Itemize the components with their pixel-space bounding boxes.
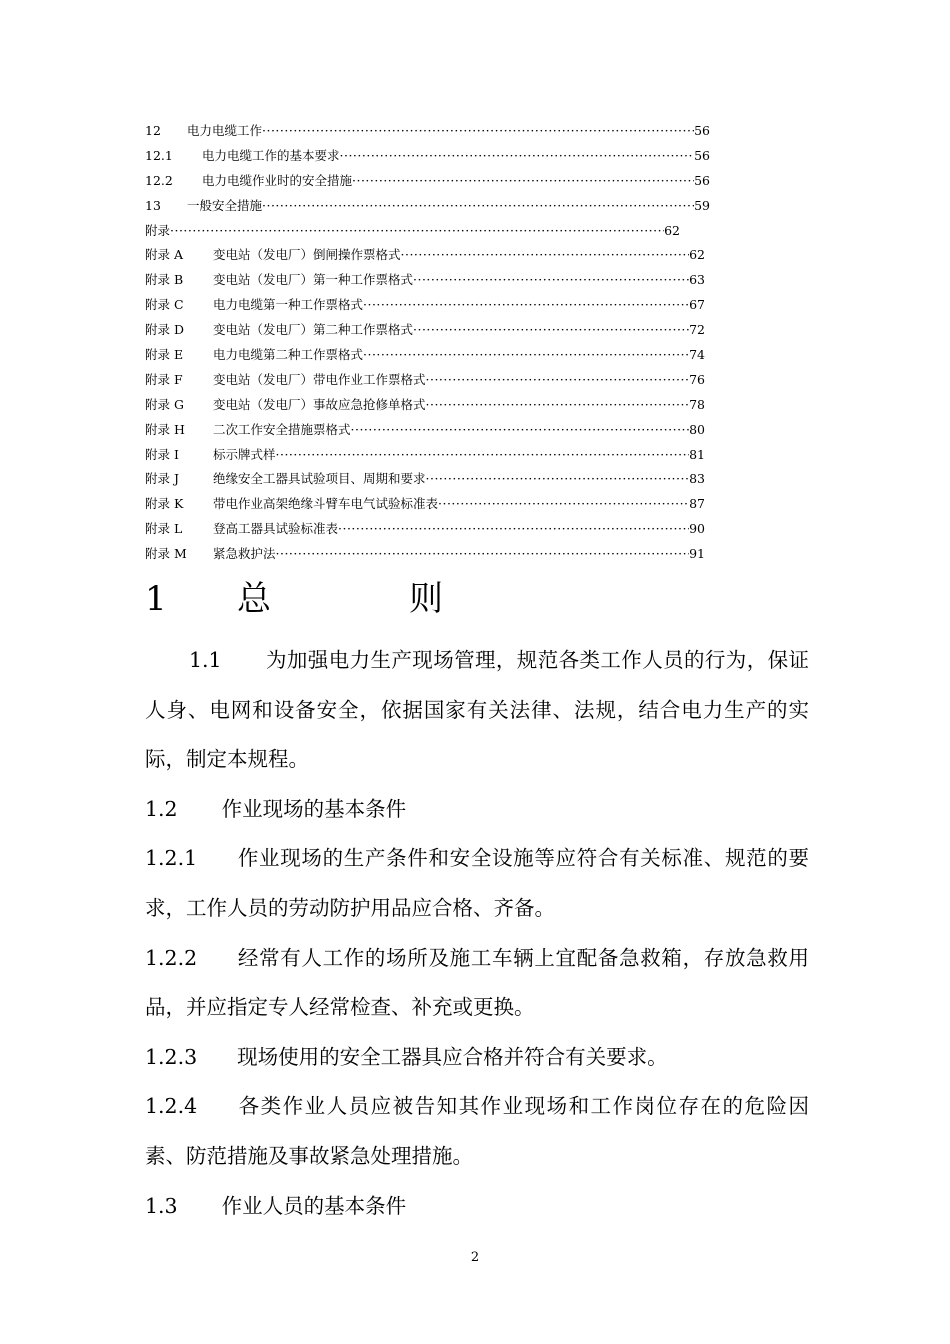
toc-entry-number: 12.2 xyxy=(145,172,173,188)
toc-entry xyxy=(145,243,710,268)
toc-entry xyxy=(145,517,710,542)
toc-entry xyxy=(145,119,710,144)
toc-entry-page: 62 xyxy=(664,222,680,238)
clause-text: 作业现场的基本条件 xyxy=(221,796,407,821)
toc-entry xyxy=(145,343,710,368)
toc-entry-title: 电力电缆工作的基本要求 xyxy=(202,147,340,163)
toc-entry-line xyxy=(187,119,710,144)
toc-entry xyxy=(145,443,710,468)
toc-leader-dots xyxy=(276,542,690,567)
toc-entry-line xyxy=(213,268,705,293)
toc-entry-number: 13 xyxy=(145,197,161,213)
chapter-title-char-1: 总 xyxy=(237,579,271,619)
toc-entry-page: 91 xyxy=(689,546,705,562)
toc-entry-line xyxy=(213,467,705,492)
toc-entry-line xyxy=(213,243,705,268)
toc-entry-title: 附录 xyxy=(145,222,171,238)
toc-leader-dots xyxy=(426,393,690,418)
toc-entry-line xyxy=(213,418,705,443)
toc-entry-number: 附录 E xyxy=(145,347,184,363)
toc-entry-page: 67 xyxy=(689,297,705,313)
toc-entry-page: 62 xyxy=(689,247,705,263)
toc-entry-title: 绝缘安全工器具试验项目、周期和要求 xyxy=(213,471,426,487)
toc-entry-title: 二次工作安全措施票格式 xyxy=(213,421,351,437)
clause-paragraph xyxy=(145,636,809,785)
clause-paragraph xyxy=(145,934,809,1033)
toc-entry xyxy=(145,393,710,418)
toc-entry-page: 80 xyxy=(689,421,705,437)
clause-paragraph xyxy=(145,1033,809,1083)
clause-number: 1.1 xyxy=(189,648,222,672)
toc-entry-number: 附录 C xyxy=(145,297,184,313)
toc-leader-dots xyxy=(262,119,694,144)
toc-entry-number: 附录 K xyxy=(145,496,184,512)
toc-entry-page: 56 xyxy=(694,147,710,163)
chapter-number: 1 xyxy=(145,579,167,619)
toc-entry-line xyxy=(213,343,705,368)
toc-entry xyxy=(145,542,710,567)
toc-entry-title: 一般安全措施 xyxy=(187,197,263,213)
toc-leader-dots xyxy=(363,343,689,368)
clause-number: 1.2 xyxy=(145,796,178,821)
toc-entry-line xyxy=(213,517,705,542)
toc-entry-title: 标示牌式样 xyxy=(213,446,276,462)
toc-entry-number: 附录 B xyxy=(145,272,184,288)
toc-leader-dots xyxy=(170,219,664,244)
clause-number: 1.2.3 xyxy=(145,1044,198,1069)
clause-number: 1.2.1 xyxy=(145,846,198,871)
clause-paragraph xyxy=(145,834,809,933)
toc-entry-title: 变电站（发电厂）第一种工作票格式 xyxy=(213,272,414,288)
toc-entry xyxy=(145,268,710,293)
toc-leader-dots xyxy=(426,368,690,393)
toc-leader-dots xyxy=(438,492,689,517)
toc-entry-number: 附录 F xyxy=(145,371,183,387)
toc-entry-number: 附录 A xyxy=(145,247,184,263)
toc-entry-line xyxy=(213,443,705,468)
clause-text: 现场使用的安全工器具应合格并符合有关要求。 xyxy=(237,1044,668,1069)
chapter-title-char-2: 则 xyxy=(409,579,443,619)
clause-text: 经常有人工作的场所及施工车辆上宜配备急救箱，存放急救用品，并应指定专人经常检查、补充或更换。 xyxy=(145,945,809,1020)
toc-entry-title: 电力电缆第一种工作票格式 xyxy=(213,297,364,313)
toc-entry-number: 附录 H xyxy=(145,421,185,437)
toc-entry xyxy=(145,467,710,492)
toc-leader-dots xyxy=(338,517,689,542)
clause-number: 1.2.4 xyxy=(145,1094,198,1119)
toc-entry-line xyxy=(213,293,705,318)
table-of-contents xyxy=(145,119,710,567)
toc-entry-page: 56 xyxy=(694,123,710,138)
toc-entry-title: 电力电缆第二种工作票格式 xyxy=(213,347,364,363)
clause-paragraph xyxy=(145,1182,809,1232)
toc-entry-title: 登高工器具试验标准表 xyxy=(213,521,339,537)
toc-leader-dots xyxy=(401,243,690,268)
chapter-heading xyxy=(145,572,665,626)
clause-paragraph xyxy=(145,1082,809,1181)
toc-entry-page: 76 xyxy=(689,371,705,387)
toc-entry xyxy=(145,368,710,393)
toc-entry-number: 12.1 xyxy=(145,147,173,163)
toc-entry-line xyxy=(145,219,680,244)
toc-entry-line xyxy=(202,169,710,194)
toc-entry-title: 变电站（发电厂）带电作业工作票格式 xyxy=(213,371,426,387)
toc-leader-dots xyxy=(426,467,690,492)
toc-entry-number: 附录 M xyxy=(145,546,187,562)
toc-entry-line xyxy=(213,492,705,517)
toc-entry-line xyxy=(213,393,705,418)
toc-entry xyxy=(145,318,710,343)
toc-entry-page: 78 xyxy=(689,396,705,412)
toc-leader-dots xyxy=(413,318,689,343)
toc-leader-dots xyxy=(340,144,695,169)
clause-number: 1.3 xyxy=(145,1193,178,1218)
toc-entry xyxy=(145,194,710,219)
toc-entry-number: 附录 G xyxy=(145,396,184,412)
toc-leader-dots xyxy=(262,194,694,219)
toc-entry-number: 附录 I xyxy=(145,446,179,462)
toc-entry-number: 12 xyxy=(145,123,161,138)
toc-leader-dots xyxy=(351,418,690,443)
toc-entry-title: 电力电缆作业时的安全措施 xyxy=(202,172,353,188)
clause-number: 1.2.2 xyxy=(145,945,198,970)
clause-paragraph xyxy=(145,785,809,835)
toc-leader-dots xyxy=(276,443,690,468)
toc-entry-page: 72 xyxy=(689,322,705,338)
toc-entry-title: 带电作业高架绝缘斗臂车电气试验标准表 xyxy=(213,496,439,512)
toc-entry-line xyxy=(213,318,705,343)
clause-text: 作业人员的基本条件 xyxy=(221,1193,407,1218)
toc-leader-dots xyxy=(352,169,694,194)
toc-entry-title: 电力电缆工作 xyxy=(187,123,263,138)
toc-entry-title: 变电站（发电厂）事故应急抢修单格式 xyxy=(213,396,426,412)
toc-entry-page: 56 xyxy=(694,172,710,188)
toc-entry xyxy=(145,219,710,244)
toc-entry-line xyxy=(213,368,705,393)
toc-entry-line xyxy=(187,194,710,219)
toc-entry-title: 变电站（发电厂）第二种工作票格式 xyxy=(213,322,414,338)
toc-entry-number: 附录 J xyxy=(145,471,179,487)
toc-entry-line xyxy=(213,542,705,567)
toc-entry-title: 紧急救护法 xyxy=(213,546,276,562)
page-number: 2 xyxy=(470,1250,480,1265)
toc-entry-page: 87 xyxy=(689,496,705,512)
body-text xyxy=(145,636,809,1231)
toc-entry-page: 59 xyxy=(694,197,710,213)
toc-entry xyxy=(145,144,710,169)
toc-entry-page: 83 xyxy=(689,471,705,487)
clause-text: 为加强电力生产现场管理，规范各类工作人员的行为，保证人身、电网和设备安全，依据国家有关法律、法规，结合电力生产的实际，制定本规程。 xyxy=(145,648,809,772)
toc-entry xyxy=(145,169,710,194)
toc-entry-page: 81 xyxy=(689,446,705,462)
toc-entry xyxy=(145,418,710,443)
toc-entry xyxy=(145,492,710,517)
toc-leader-dots xyxy=(413,268,689,293)
toc-entry-number: 附录 L xyxy=(145,521,183,537)
toc-entry-page: 74 xyxy=(689,347,705,363)
toc-entry-line xyxy=(202,144,710,169)
toc-entry-title: 变电站（发电厂）倒闸操作票格式 xyxy=(213,247,401,263)
toc-leader-dots xyxy=(363,293,689,318)
toc-entry xyxy=(145,293,710,318)
clause-text: 各类作业人员应被告知其作业现场和工作岗位存在的危险因素、防范措施及事故紧急处理措施。 xyxy=(145,1094,809,1168)
toc-entry-page: 90 xyxy=(689,521,705,537)
toc-entry-page: 63 xyxy=(689,272,705,288)
clause-text: 作业现场的生产条件和安全设施等应符合有关标准、规范的要求，工作人员的劳动防护用品应合格、齐备。 xyxy=(145,846,809,920)
toc-entry-number: 附录 D xyxy=(145,322,184,338)
